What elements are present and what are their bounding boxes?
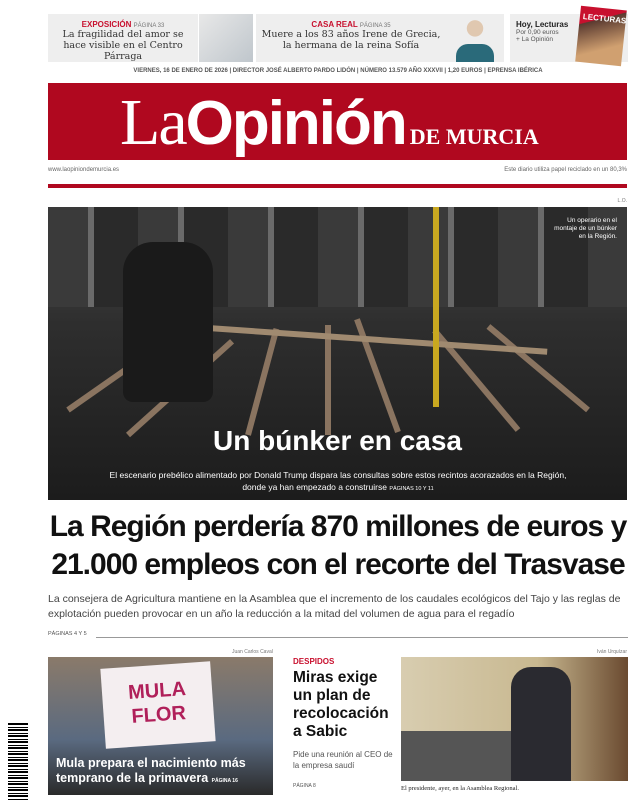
teaser-lecturas[interactable] (510, 14, 628, 62)
main-headline[interactable]: La Región perdería 870 millones de euros y 21.000 empleos con el recorte del Trasvase (49, 510, 627, 581)
sabic-sub: Pide una reunión al CEO de la empresa saudí (293, 750, 393, 770)
president-figure (511, 667, 571, 781)
barcode (8, 722, 28, 800)
teaser-bundle: + La Opinión (516, 36, 554, 43)
lead-subtitle: El escenario prebélico alimentado por Donald Trump dispara las consultas sobre estos recintos acorazados en la Región, donde ya han empezado a construirse (109, 470, 567, 492)
lead-title: Un búnker en casa (213, 425, 462, 456)
mula-flor-sign: MULA FLOR (100, 661, 215, 748)
teaser-text: Muere a los 83 años Irene de Grecia, la hermana de la reina Sofía (261, 29, 441, 51)
asamblea-photo[interactable] (401, 657, 628, 781)
mula-title: Mula prepara el nacimiento más temprano de la primavera (56, 756, 246, 785)
divider (96, 637, 628, 638)
main-deck: La consejera de Agricultura mantiene en la Asamblea que el incremento de los caudales ecológicos del Tajo y las reglas de explotación pueden provocar en un año la reducción a la mitad del volumen de agua para el regadío (48, 593, 621, 620)
red-rule (48, 184, 627, 188)
teaser-label: EXPOSICIÓN (81, 20, 132, 29)
photo-credit: Iván Urquízar (596, 649, 627, 655)
floor-beam (486, 324, 589, 412)
logo: LaOpinión DE MURCIA (120, 86, 539, 159)
floor-beam (245, 328, 279, 436)
kicker: DESPIDOS (293, 657, 335, 666)
floor-beam (325, 325, 331, 435)
lecturas-cover: LECTURAS (575, 6, 627, 67)
sabic-title: Miras exige un plan de recolocación a Sabic (293, 669, 389, 740)
teaser-price: Por 0,90 euros (516, 29, 559, 36)
teaser-casa-real[interactable] (256, 14, 446, 62)
mula-photo[interactable] (48, 657, 273, 795)
photo-credit: L.O. (617, 198, 627, 204)
asamblea-caption: El presidente, ayer, en la Asamblea Regional. (401, 785, 519, 792)
dateline: VIERNES, 16 DE ENERO DE 2026 | DIRECTOR JOSÉ ALBERTO PARDO LIDÓN | NÚMERO 13.579 AÑO XXXVII | 1,20 EUROS | EPRENSA IBÉRICA (133, 68, 543, 74)
teaser-page: PÁGINA 33 (133, 23, 165, 29)
teaser-exposicion[interactable] (48, 14, 198, 62)
photo-credit: Juan Carlos Caval (232, 649, 273, 655)
lead-pages: PÁGINAS 10 Y 11 (389, 486, 434, 492)
seated-deputies (401, 731, 511, 781)
main-pages: PÁGINAS 4 Y 5 (48, 631, 87, 637)
masthead (48, 83, 627, 160)
teaser-page: PÁGINA 35 (359, 23, 391, 29)
teaser-label: CASA REAL (311, 20, 358, 29)
recycled-note: Este diario utiliza papel reciclado en un 80,3% (504, 167, 627, 173)
website-url[interactable]: www.laopiniondemurcia.es (48, 167, 120, 173)
sabic-story[interactable] (293, 657, 393, 789)
photo-caption: Un operario en el montaje de un búnker en la Región. (554, 217, 617, 240)
worker (123, 242, 213, 402)
sabic-page: PÁGINA 8 (293, 783, 316, 789)
mula-page: PÁGINA 16 (211, 778, 238, 784)
teaser-casa-real-photo (446, 14, 504, 62)
teaser-title: Hoy, Lecturas (516, 20, 569, 29)
teaser-exposicion-photo (199, 14, 253, 62)
teaser-text: La fragilidad del amor se hace visible en el Centro Párraga (62, 29, 184, 62)
yellow-strap (433, 207, 439, 407)
lead-photo[interactable] (48, 207, 627, 500)
